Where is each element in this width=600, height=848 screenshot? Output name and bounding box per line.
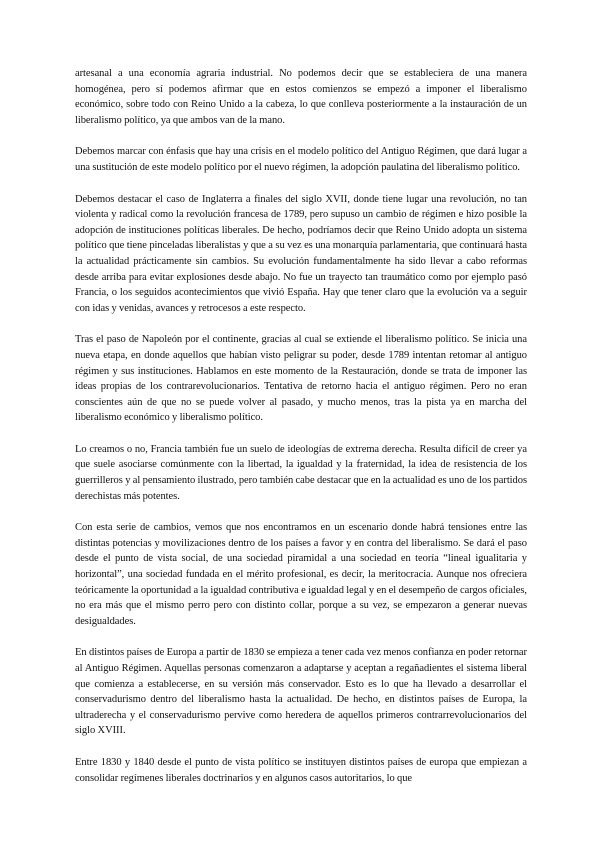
- paragraph-8: Entre 1830 y 1840 desde el punto de vista político se instituyen distintos países de europa que empiezan a consolidar regímenes liberales doctrinarios y en algunos casos autoritarios, lo que: [75, 756, 527, 784]
- paragraph-7: En distintos países de Europa a partir de 1830 se empieza a tener cada vez menos confianza en poder retornar al Antiguo Régimen. Aquellas personas comenzaron a adaptarse y aceptan a regañadientes el sistema liberal que comienza a establecerse, en su versión más conservador. Esto es lo que ha llevado a desarrollar el conservadurismo dentro del liberalismo hasta la actualidad. De hecho, en distintos países de Europa, la ultraderecha y el conservadurismo pervive como heredera de aquellos primeros contrarrevolucionarios del siglo XVIII.: [75, 647, 527, 737]
- paragraph-3: Debemos destacar el caso de Inglaterra a finales del siglo XVII, donde tiene lugar una revolución, no tan violenta y radical como la revolución francesa de 1789, pero supuso un cambio de régimen e hizo posible la adopción de instituciones políticas liberales. De hecho, podríamos decir que Reino Unido adopta un sistema político que tiene pinceladas liberalistas y que a su vez es una monarquía parlamentaria, que continuará hasta la actualidad prácticamente sin cambios. Su evolución fundamentalmente ha sido llevar a cabo reformas desde arriba para evitar explosiones desde abajo. No fue un trayecto tan traumático como por ejemplo pasó Francia, o los seguidos acontecimientos que vivió España. Hay que tener claro que la evolución va a seguir con idas y venidas, avances y retrocesos a este respecto.: [75, 193, 527, 314]
- paragraph-1: artesanal a una economía agraria industrial. No podemos decir que se estableciera de una manera homogénea, pero sí podemos afirmar que en estos comienzos se empezó a imponer el liberalismo económico, sobre todo con Reino Unido a la cabeza, lo que conlleva posteriormente a la instauración de un liberalismo político, ya que ambos van de la mano.: [75, 68, 527, 126]
- paragraph-6: Con esta serie de cambios, vemos que nos encontramos en un escenario donde habrá tensiones entre las distintas potencias y movilizaciones dentro de los países a favor y en contra del liberalismo. Se dará el paso desde el punto de vista social, de una sociedad piramidal a una sociedad en teoría “lineal igualitaria y horizontal”, una sociedad fundada en el mérito profesional, es decir, la meritocracia. Aunque nos ofreciera teóricamente la oportunidad a la igualdad contributiva e igualdad legal y en el desempeño de cargos oficiales, no era más que el mismo perro pero con distinto collar, porque a su vez, se empezaron a generar nuevas desigualdades.: [75, 522, 527, 627]
- paragraph-4: Tras el paso de Napoleón por el continente, gracias al cual se extiende el liberalismo político. Se inicia una nueva etapa, en donde aquellos que habían visto peligrar su poder, desde 1789 intentan retomar al antiguo régimen y sus instituciones. Hablamos en este momento de la Restauración, donde se trata de imponer las ideas propias de los contrarevolucionarios. Tentativa de retorno hacia el antiguo régimen. Pero no eran conscientes aún de que no se puede volver al pasado, y mucho menos, tras la pista ya en marcha del liberalismo económico y liberalismo político.: [75, 334, 527, 424]
- paragraph-5: Lo creamos o no, Francia también fue un suelo de ideologías de extrema derecha. Resulta difícil de creer ya que suele asociarse comúnmente con la libertad, la igualdad y la fraternidad, la idea de resistencia de los guerrilleros y al pensamiento ilustrado, pero también cabe destacar que en la actualidad es uno de los partidos derechistas más potentes.: [75, 443, 527, 502]
- paragraph-2: Debemos marcar con énfasis que hay una crisis en el modelo político del Antiguo Régimen, que dará lugar a una sustitución de este modelo político por el nuevo régimen, la adopción paulatina del liberalismo político.: [75, 146, 527, 173]
